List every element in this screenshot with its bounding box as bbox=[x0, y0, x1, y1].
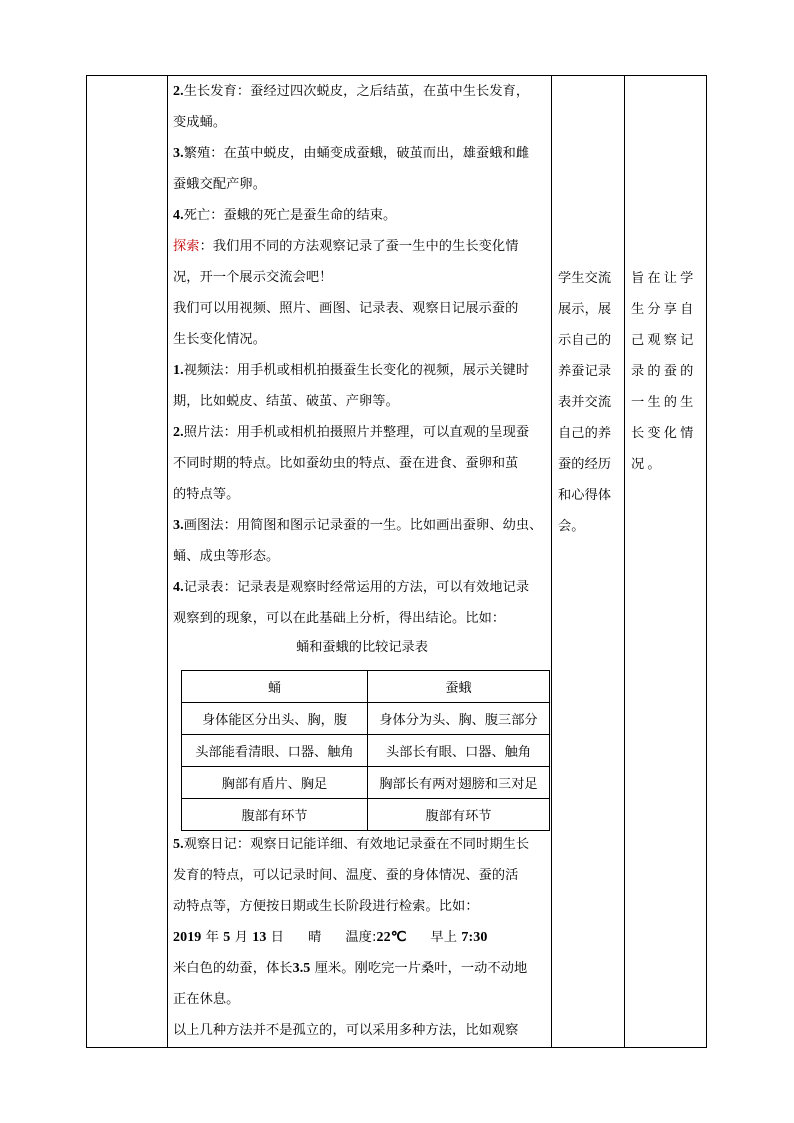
comparison-table bbox=[181, 670, 550, 831]
table-column-divider-1 bbox=[167, 75, 168, 1048]
record-method-cont: 观察到的现象，可以在此基础上分析，得出结论。比如： bbox=[173, 611, 506, 626]
table-cell: 胸部长有两对翅膀和三对足 bbox=[368, 767, 550, 799]
design-intent-line: 生分享自 bbox=[631, 302, 697, 317]
header-pupa: 蛹 bbox=[182, 671, 368, 703]
table-row bbox=[182, 735, 550, 767]
record-method: 4.记录表：记录表是观察时经常运用的方法，可以有效地记录 bbox=[173, 580, 530, 595]
student-activity-line: 展示，展 bbox=[558, 302, 612, 317]
photo-method-cont2: 的特点等。 bbox=[173, 487, 240, 502]
table-cell: 胸部有盾片、胸足 bbox=[182, 767, 368, 799]
design-intent-line: 一生的生 bbox=[631, 395, 697, 410]
table-cell: 头部能看清眼、口器、触角 bbox=[182, 735, 368, 767]
drawing-method-cont: 蛹、成虫等形态。 bbox=[173, 549, 280, 564]
video-method-cont: 期，比如蜕皮、结茧、破茧、产卵等。 bbox=[173, 394, 399, 409]
table-cell: 身体分为头、胸、腹三部分 bbox=[368, 703, 550, 735]
student-activity-line: 养蚕记录 bbox=[558, 364, 612, 379]
student-activity-line: 会。 bbox=[558, 519, 585, 534]
header-moth: 蚕蛾 bbox=[368, 671, 550, 703]
diary-entry-header: 2019 年 5 月 13 日 晴 温度:22℃ 早上 7:30 bbox=[173, 930, 488, 945]
diary-method-cont2: 动特点等，方便按日期或生长阶段进行检索。比如： bbox=[173, 899, 479, 914]
teaching-content bbox=[173, 76, 547, 662]
drawing-method: 3.画图法：用简图和图示记录蚕的一生。比如画出蚕卵、幼虫、 bbox=[173, 518, 543, 533]
student-activity-line: 示自己的 bbox=[558, 333, 612, 348]
photo-method-cont: 不同时期的特点。比如蚕幼虫的特点、蚕在进食、蚕卵和茧 bbox=[173, 456, 519, 471]
table-row bbox=[182, 703, 550, 735]
explore-label: 探索 bbox=[173, 239, 200, 254]
design-intent-line: 录的蚕的 bbox=[631, 364, 697, 379]
design-intent-line: 况。 bbox=[631, 457, 664, 472]
table-row bbox=[182, 767, 550, 799]
design-intent-column bbox=[631, 263, 701, 480]
death-paragraph: 4.死亡：蚕蛾的死亡是蚕生命的结束。 bbox=[173, 208, 397, 223]
student-activity-line: 学生交流 bbox=[558, 271, 612, 286]
diary-entry-note-cont: 正在休息。 bbox=[173, 992, 240, 1007]
table-row bbox=[182, 799, 550, 831]
table-column-divider-2 bbox=[551, 75, 552, 1048]
table-border-bottom bbox=[86, 1047, 707, 1048]
diary-method: 5.观察日记：观察日记能详细、有效地记录蚕在不同时期生长 bbox=[173, 837, 530, 852]
video-method: 1.视频法：用手机或相机拍摄蚕生长变化的视频，展示关键时 bbox=[173, 363, 530, 378]
table-cell: 腹部有环节 bbox=[182, 799, 368, 831]
table-border-right bbox=[706, 75, 707, 1048]
explore-paragraph-cont: 况，开一个展示交流会吧！ bbox=[173, 270, 333, 285]
explore-paragraph: 探索：我们用不同的方法观察记录了蚕一生中的生长变化情 bbox=[173, 239, 519, 254]
diary-section bbox=[173, 829, 547, 1046]
student-activity-line: 自己的养 bbox=[558, 426, 612, 441]
intro-paragraph-cont: 生长变化情况。 bbox=[173, 332, 267, 347]
reproduction-paragraph: 3.繁殖：在茧中蜕皮，由蛹变成蚕蛾，破茧而出，雄蚕蛾和雌 bbox=[173, 146, 530, 161]
table-border-left bbox=[86, 75, 87, 1048]
growth-paragraph: 2.生长发育：蚕经过四次蜕皮，之后结茧，在茧中生长发育， bbox=[173, 84, 530, 99]
design-intent-line: 长变化情 bbox=[631, 426, 697, 441]
student-activity-line: 和心得体 bbox=[558, 488, 612, 503]
summary-paragraph: 以上几种方法并不是孤立的，可以采用多种方法，比如观察 bbox=[173, 1023, 519, 1038]
diary-method-cont: 发育的特点，可以记录时间、温度、蚕的身体情况、蚕的活 bbox=[173, 868, 519, 883]
design-intent-line: 己观察记 bbox=[631, 333, 697, 348]
design-intent-line: 旨在让学 bbox=[631, 271, 697, 286]
student-activity-line: 蚕的经历 bbox=[558, 457, 612, 472]
intro-paragraph: 我们可以用视频、照片、画图、记录表、观察日记展示蚕的 bbox=[173, 301, 519, 316]
table-cell: 头部长有眼、口器、触角 bbox=[368, 735, 550, 767]
photo-method: 2.照片法：用手机或相机拍摄照片并整理，可以直观的呈现蚕 bbox=[173, 425, 530, 440]
table-cell: 腹部有环节 bbox=[368, 799, 550, 831]
student-activity-line: 表并交流 bbox=[558, 395, 612, 410]
table-column-divider-3 bbox=[624, 75, 625, 1048]
student-activity-column bbox=[558, 263, 620, 542]
comparison-table-caption: 蛹和蚕蛾的比较记录表 bbox=[296, 640, 428, 655]
reproduction-paragraph-cont: 蚕蛾交配产卵。 bbox=[173, 177, 267, 192]
table-cell: 身体能区分出头、胸，腹 bbox=[182, 703, 368, 735]
diary-entry-note: 米白色的幼蚕，体长3.5 厘米。刚吃完一片桑叶，一动不动地 bbox=[173, 961, 528, 976]
growth-paragraph-cont: 变成蛹。 bbox=[173, 115, 227, 130]
table-header-row bbox=[182, 671, 550, 703]
